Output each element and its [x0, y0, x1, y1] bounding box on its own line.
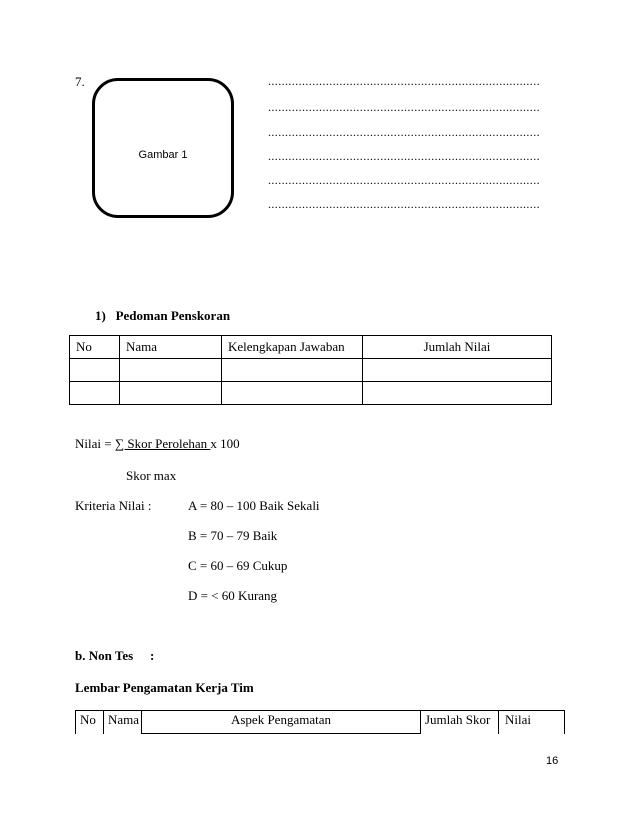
answer-line: ................................................................................	[268, 173, 540, 187]
criteria-item: B = 70 – 79 Baik	[188, 528, 278, 543]
nontes-heading: b. Non Tes	[75, 648, 134, 663]
table-cell[interactable]	[363, 359, 552, 382]
answer-line: ................................................................................	[268, 197, 540, 211]
table-cell[interactable]	[222, 359, 363, 382]
answer-line: ................................................................................	[268, 149, 540, 163]
formula	[75, 436, 240, 452]
table-header-cell: Nilai	[505, 712, 531, 727]
criteria-item: D = < 60 Kurang	[188, 588, 278, 603]
table-header-cell: Kelengkapan Jawaban	[222, 336, 363, 359]
figure-placeholder	[92, 78, 234, 218]
formula-numerator: ∑ Skor Perolehan	[114, 436, 211, 451]
table-header-cell: Jumlah Skor	[425, 712, 491, 727]
table-header-cell: Aspek Pengamatan	[230, 712, 331, 727]
table-header-cell: Jumlah Nilai	[363, 336, 552, 359]
criteria-item: A = 80 – 100 Baik Sekali	[188, 498, 320, 513]
table-header-cell: Nama	[120, 336, 222, 359]
table-cell[interactable]	[363, 382, 552, 405]
table-cell[interactable]	[70, 359, 120, 382]
scoring-table	[69, 335, 552, 405]
table-cell[interactable]	[222, 382, 363, 405]
table-cell[interactable]	[120, 382, 222, 405]
figure-label: Gambar 1	[138, 149, 188, 161]
criteria-label: Kriteria Nilai :	[75, 498, 152, 513]
table-row	[70, 382, 552, 405]
table-header-row	[70, 336, 552, 359]
observation-table	[75, 710, 565, 734]
table-cell[interactable]	[70, 382, 120, 405]
answer-line: ................................................................................	[268, 100, 540, 114]
page-number: 16	[546, 755, 559, 767]
table-cell[interactable]	[120, 359, 222, 382]
question-number: 7.	[75, 74, 85, 89]
scoring-heading: 1) Pedoman Penskoran	[95, 308, 231, 323]
answer-line: ................................................................................	[268, 125, 540, 139]
formula-prefix: Nilai =	[75, 436, 115, 451]
formula-denominator: Skor max	[126, 468, 177, 483]
criteria-item: C = 60 – 69 Cukup	[188, 558, 288, 573]
nontes-colon: :	[150, 648, 155, 663]
formula-suffix: x 100	[210, 436, 240, 451]
table-header-cell: No	[80, 712, 96, 727]
table-row	[70, 359, 552, 382]
nontes-subheading: Lembar Pengamatan Kerja Tim	[75, 680, 254, 695]
table-header-cell: Nama	[108, 712, 140, 727]
table-header-cell: No	[70, 336, 120, 359]
answer-line: ................................................................................	[268, 74, 540, 88]
